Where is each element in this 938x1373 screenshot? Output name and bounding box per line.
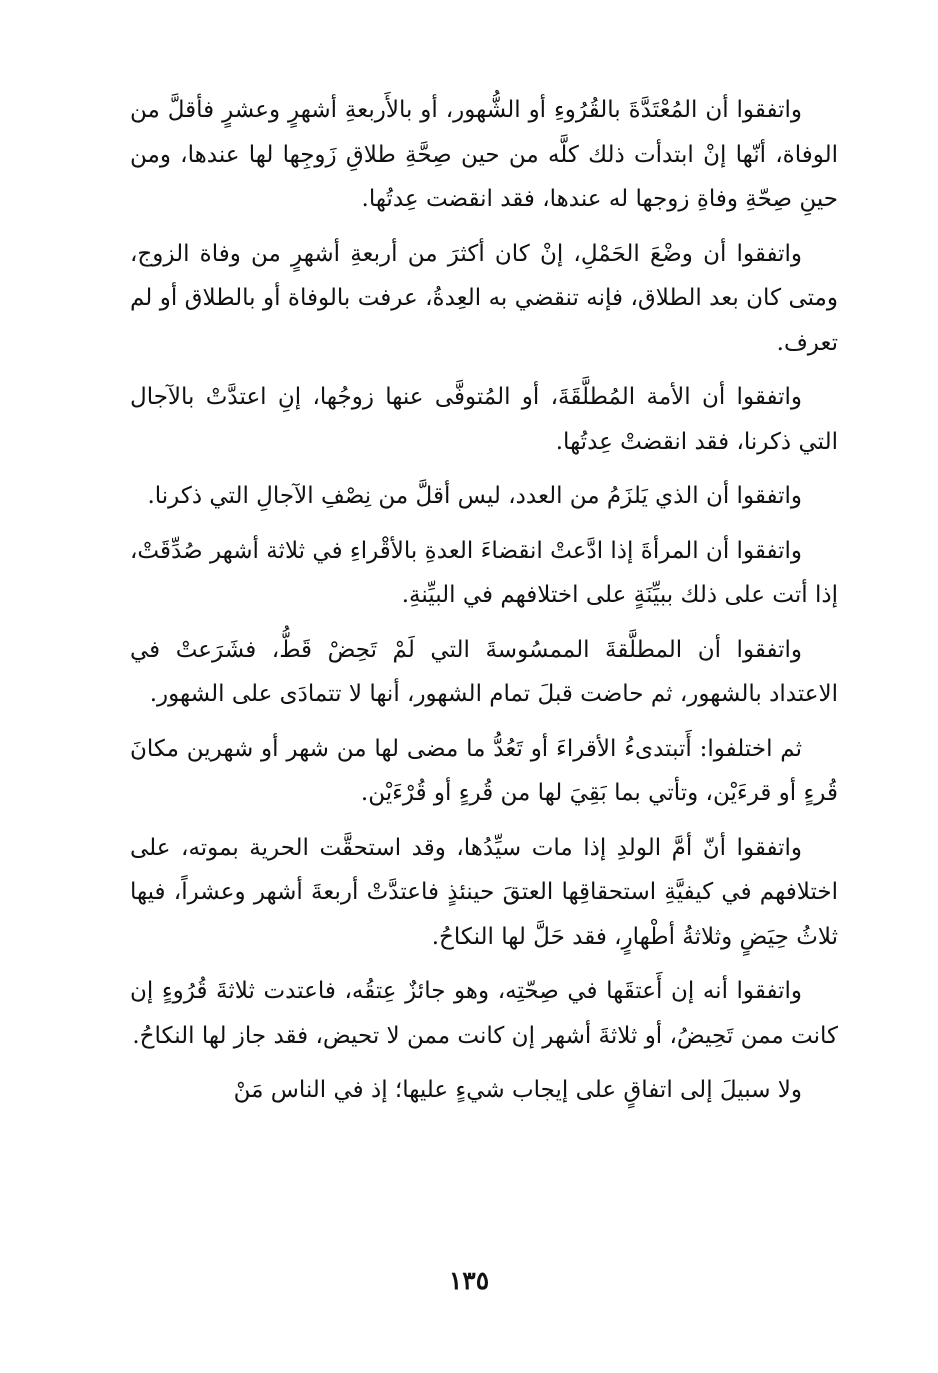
page-number: ١٣٥ bbox=[448, 1266, 490, 1295]
paragraph-8: واتفقوا أنّ أمَّ الولدِ إذا مات سيِّدُها، وقد استحقَّت الحرية بموته، على اختلافهم في كيفيَّةِ استحقاقِها العتقَ حينئذٍ فاعتدَّتْ أربعةَ أشهر وعشراً، فيها ثلاثُ حِيَضٍ وثلاثةُ أطْهارٍ، فقد حَلَّ لها النكاحُ. bbox=[130, 834, 838, 950]
paragraph-3: واتفقوا أن الأمة المُطلَّقَةَ، أو المُتوفَّى عنها زوجُها، إنِ اعتدَّتْ بالآجال التي ذكرنا، فقد انقضتْ عِدتُها. bbox=[130, 384, 838, 455]
paragraph-10: ولا سبيلَ إلى اتفاقٍ على إيجاب شيءٍ عليها؛ إذ في الناس مَنْ bbox=[233, 1077, 802, 1103]
paragraph-7: ثم اختلفوا: أَتبتدىءُ الأقراءَ أو تَعُدُّ ما مضى لها من شهر أو شهرين مكانَ قُرءٍ أو قرءَيْن، وتأتي بما بَقِيَ لها من قُرءٍ أو قُرْءَيْن. bbox=[130, 735, 838, 806]
paragraph-4: واتفقوا أن الذي يَلزَمُ من العدد، ليس أقلَّ من نِصْفِ الآجالِ التي ذكرنا. bbox=[147, 483, 802, 509]
paragraph-9: واتفقوا أنه إن أَعتقَها في صِحّتِه، وهو جائزٌ عِتقُه، فاعتدت ثلاثةَ قُرُوءٍ إن كانت ممن تَحِيضُ، أو ثلاثةَ أشهر إن كانت ممن لا تحيض، فقد جاز لها النكاحُ. bbox=[130, 978, 838, 1049]
page-body bbox=[130, 88, 838, 1123]
paragraph-2: واتفقوا أن وضْعَ الحَمْلِ، إنْ كان أكثرَ من أربعةِ أشهرٍ من وفاة الزوج، ومتى كان بعد الطلاق، فإنه تنقضي به العِدةُ، عرفت بالوفاة أو بالطلاق أو لم تعرف. bbox=[130, 240, 838, 356]
paragraph-6: واتفقوا أن المطلَّقةَ الممسُوسةَ التي لَمْ تَحِضْ قَطُّ، فشَرَعتْ في الاعتداد بالشهور، ثم حاضت قبلَ تمام الشهور، أنها لا تتمادَى على الشهور. bbox=[130, 636, 838, 707]
paragraph-5: واتفقوا أن المرأةَ إذا ادَّعتْ انقضاءَ العدةِ بالأقْراءِ في ثلاثة أشهر صُدِّقَتْ، إذا أتت على ذلك ببيِّنَةٍ على اختلافهم في البيِّنةِ. bbox=[130, 537, 838, 608]
paragraph-1: واتفقوا أن المُعْتَدَّةَ بالقُرُوءِ أو الشُّهور، أو بالأَربعةِ أشهرٍ وعشرٍ فأقلَّ من الوفاة، أنّها إنْ ابتدأت ذلك كلَّه من حين صِحَّةِ طلاقِ زَوجِها لها عندها، ومن حينِ صِحّةِ وفاةِ زوجها له عندها، فقد انقضت عِدتُها. bbox=[130, 97, 838, 212]
